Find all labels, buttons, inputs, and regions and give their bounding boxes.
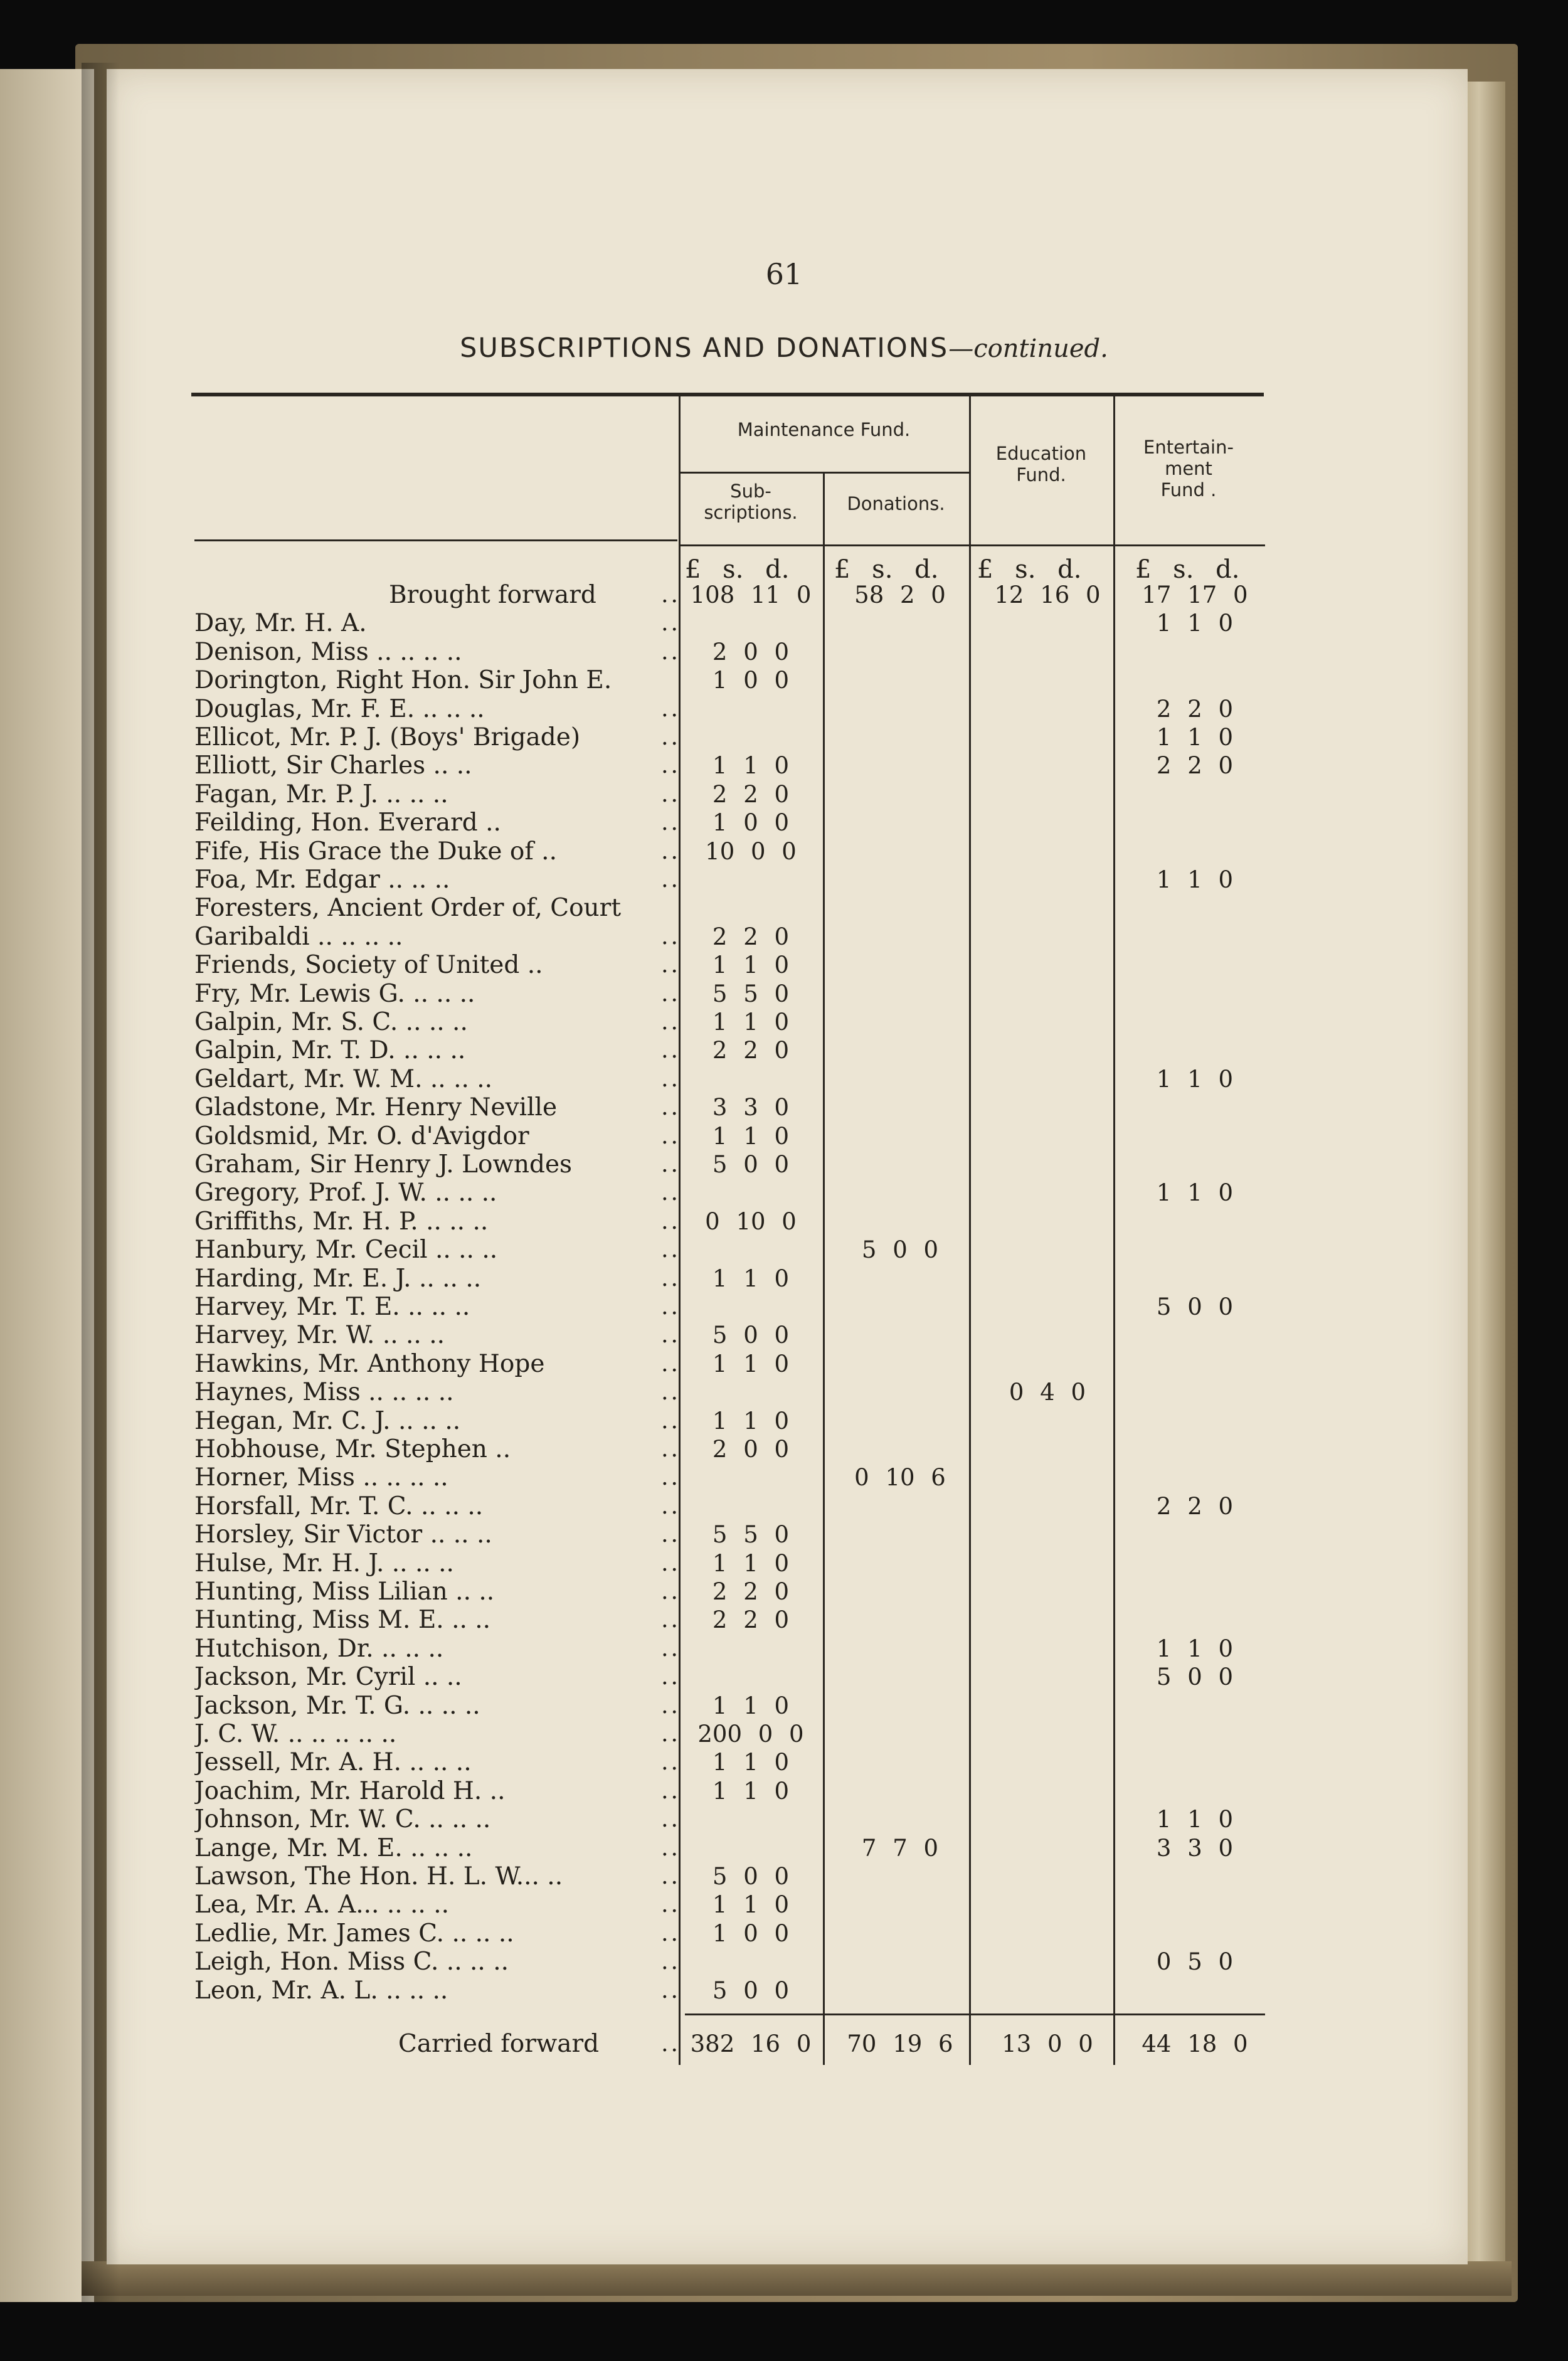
row-name: J. C. W. .. .. .. .. .. <box>194 1720 397 1748</box>
row-dots: .. <box>661 1208 681 1234</box>
row-dots: .. <box>661 1749 681 1776</box>
row-name: Leon, Mr. A. L. .. .. .. <box>194 1976 448 2005</box>
row-dots: .. <box>661 1664 681 1690</box>
row-name: Hawkins, Mr. Anthony Hope <box>194 1349 545 1378</box>
table-row <box>0 951 1568 979</box>
row-subscription-amount: 1 1 0 <box>712 1692 790 1719</box>
row-name: Harding, Mr. E. J. .. .. .. <box>194 1264 482 1293</box>
table-top-rule <box>191 393 1264 396</box>
row-subscription-amount: 1 1 0 <box>712 1350 790 1377</box>
row-dots: .. <box>661 1778 681 1804</box>
row-entertainment-amount: 1 1 0 <box>1156 724 1234 751</box>
table-row <box>0 1265 1568 1293</box>
row-dots: .. <box>661 810 681 836</box>
row-name: Graham, Sir Henry J. Lowndes <box>194 1150 573 1179</box>
table-row <box>0 1293 1568 1321</box>
row-name: Fife, His Grace the Duke of .. <box>194 837 557 866</box>
row-subscription-amount: 3 3 0 <box>712 1094 790 1122</box>
table-row <box>0 1036 1568 1064</box>
entertainment-fund-header: Entertain- ment Fund . <box>1143 437 1234 501</box>
row-entertainment-amount: 1 1 0 <box>1156 1806 1234 1833</box>
row-education-amount: 12 16 0 <box>994 581 1101 608</box>
row-name: Jessell, Mr. A. H. .. .. .. <box>194 1748 472 1777</box>
row-subscription-amount: 1 1 0 <box>712 1891 790 1919</box>
carried-sub: 382 16 0 <box>690 2030 812 2057</box>
row-entertainment-amount: 1 1 0 <box>1156 866 1234 893</box>
row-name: Dorington, Right Hon. Sir John E. <box>194 666 612 695</box>
subscriptions-header: Sub- scriptions. <box>704 480 798 523</box>
row-name: Lange, Mr. M. E. .. .. .. <box>194 1833 473 1862</box>
row-name: Goldsmid, Mr. O. d'Avigdor <box>194 1122 529 1150</box>
donations-header: Donations. <box>847 493 945 514</box>
row-subscription-amount: 1 1 0 <box>712 1777 790 1805</box>
carried-ent: 44 18 0 <box>1142 2030 1248 2057</box>
row-name: Horner, Miss .. .. .. .. <box>194 1463 448 1492</box>
row-entertainment-amount: 1 1 0 <box>1156 610 1234 637</box>
table-row <box>0 1150 1568 1179</box>
heading-continued: —continued. <box>948 334 1108 363</box>
row-name: Jackson, Mr. Cyril .. .. <box>194 1663 462 1692</box>
table-row <box>0 1321 1568 1349</box>
table-row <box>0 1663 1568 1691</box>
row-name: Joachim, Mr. Harold H. .. <box>194 1776 506 1805</box>
table-row <box>0 1350 1568 1378</box>
row-subscription-amount: 2 2 0 <box>712 780 790 808</box>
education-fund-header: Education Fund. <box>995 443 1087 485</box>
row-subscription-amount: 5 0 0 <box>712 1322 790 1349</box>
row-dots: .. <box>661 1579 681 1605</box>
row-name: Garibaldi .. .. .. .. <box>194 922 403 951</box>
row-name: Feilding, Hon. Everard .. <box>194 809 501 837</box>
row-subscription-amount: 10 0 0 <box>705 837 797 865</box>
row-subscription-amount: 200 0 0 <box>697 1721 804 1748</box>
row-subscription-amount: 5 5 0 <box>712 980 790 1007</box>
row-dots: .. <box>661 1465 681 1491</box>
total-rule <box>685 2013 1265 2015</box>
row-entertainment-amount: 2 2 0 <box>1156 752 1234 780</box>
row-dots: .. <box>661 1152 681 1177</box>
row-dots: .. <box>661 1920 681 1946</box>
table-row <box>0 609 1568 637</box>
row-name: Ellicot, Mr. P. J. (Boys' Brigade) <box>194 723 581 751</box>
table-row <box>0 894 1568 922</box>
row-dots: .. <box>661 781 681 807</box>
row-name: Johnson, Mr. W. C. .. .. .. <box>194 1805 491 1834</box>
row-subscription-amount: 2 2 0 <box>712 923 790 950</box>
table-row <box>0 1692 1568 1720</box>
row-subscription-amount: 5 0 0 <box>712 1151 790 1178</box>
table-row <box>0 666 1568 694</box>
row-dots: .. <box>661 1522 681 1548</box>
table-row <box>0 1093 1568 1122</box>
row-subscription-amount: 1 0 0 <box>712 1919 790 1947</box>
row-name: Geldart, Mr. W. M. .. .. .. <box>194 1064 493 1093</box>
row-subscription-amount: 5 0 0 <box>712 1976 790 2004</box>
row-entertainment-amount: 1 1 0 <box>1156 1065 1234 1093</box>
table-row <box>0 1834 1568 1862</box>
row-name: Lea, Mr. A. A... .. .. .. <box>194 1891 449 1919</box>
row-dots: .. <box>661 753 681 779</box>
table-row <box>0 1720 1568 1748</box>
table-row <box>0 1805 1568 1833</box>
row-dots: .. <box>661 1350 681 1377</box>
row-name: Foa, Mr. Edgar .. .. .. <box>194 866 450 894</box>
row-name: Fry, Mr. Lewis G. .. .. .. <box>194 979 475 1008</box>
table-row <box>0 1777 1568 1805</box>
table-row <box>0 866 1568 894</box>
row-name: Harvey, Mr. W. .. .. .. <box>194 1321 445 1350</box>
row-subscription-amount: 2 2 0 <box>712 1606 790 1634</box>
row-dots: .. <box>661 696 681 722</box>
table-row <box>0 1578 1568 1606</box>
row-name: Hulse, Mr. H. J. .. .. .. <box>194 1549 454 1578</box>
row-dots: .. <box>661 1009 681 1035</box>
table-row <box>0 695 1568 723</box>
row-name: Friends, Society of United .. <box>194 951 543 980</box>
row-dots: .. <box>661 610 681 637</box>
row-dots: .. <box>661 923 681 950</box>
row-dots: .. <box>661 980 681 1007</box>
row-name: Galpin, Mr. T. D. .. .. .. <box>194 1036 466 1065</box>
carried-forward-dots: .. <box>661 2031 681 2057</box>
row-dots: .. <box>661 1095 681 1121</box>
row-subscription-amount: 2 2 0 <box>712 1578 790 1605</box>
row-name: Elliott, Sir Charles .. .. <box>194 751 472 780</box>
row-subscription-amount: 1 1 0 <box>712 1265 790 1292</box>
row-dots: .. <box>661 1408 681 1434</box>
row-name: Lawson, The Hon. H. L. W... .. <box>194 1862 563 1891</box>
table-row <box>0 638 1568 666</box>
table-row <box>0 1236 1568 1264</box>
row-dots: .. <box>661 1379 681 1406</box>
table-row <box>0 1179 1568 1207</box>
row-entertainment-amount: 17 17 0 <box>1142 581 1248 608</box>
row-dots: .. <box>661 838 681 864</box>
row-dots: .. <box>661 1550 681 1576</box>
heading-main: SUBSCRIPTIONS AND DONATIONS <box>460 332 949 364</box>
row-name: Fagan, Mr. P. J. .. .. .. <box>194 780 448 809</box>
table-row <box>0 1948 1568 1976</box>
row-entertainment-amount: 5 0 0 <box>1156 1293 1234 1320</box>
row-name: Hanbury, Mr. Cecil .. .. .. <box>194 1236 498 1265</box>
row-subscription-amount: 0 10 0 <box>705 1207 797 1235</box>
row-dots: .. <box>661 952 681 979</box>
row-dots: .. <box>661 1294 681 1320</box>
row-name: Haynes, Miss .. .. .. .. <box>194 1378 454 1407</box>
lsd-header-don: £ s. d. <box>834 555 939 584</box>
table-row <box>0 1378 1568 1406</box>
row-dots: .. <box>661 639 681 665</box>
row-dots: .. <box>661 1123 681 1149</box>
row-name: Griffiths, Mr. H. P. .. .. .. <box>194 1207 489 1236</box>
table-row <box>0 809 1568 837</box>
maint-sub-rule <box>679 472 969 474</box>
table-row <box>0 751 1568 780</box>
row-dots: .. <box>661 1892 681 1918</box>
row-name: Galpin, Mr. S. C. .. .. .. <box>194 1008 468 1036</box>
row-name: Jackson, Mr. T. G. .. .. .. <box>194 1691 480 1720</box>
row-dots: .. <box>661 1807 681 1833</box>
row-subscription-amount: 2 0 0 <box>712 638 790 666</box>
row-subscription-amount: 1 0 0 <box>712 809 790 837</box>
row-education-amount: 0 4 0 <box>1009 1379 1086 1406</box>
row-name: Day, Mr. H. A. <box>194 609 367 638</box>
row-dots: .. <box>661 1977 681 2003</box>
table-row <box>0 1435 1568 1463</box>
row-dots: .. <box>661 1066 681 1092</box>
row-donation-amount: 0 10 6 <box>854 1464 946 1492</box>
row-dots: .. <box>661 1635 681 1662</box>
lsd-header-sub: £ s. d. <box>685 555 790 584</box>
row-name: Hunting, Miss M. E. .. .. <box>194 1606 491 1635</box>
table-row <box>0 1520 1568 1549</box>
row-name: Horsfall, Mr. T. C. .. .. .. <box>194 1492 484 1520</box>
row-entertainment-amount: 2 2 0 <box>1156 695 1234 723</box>
table-row <box>0 1407 1568 1435</box>
table-row <box>0 1862 1568 1891</box>
row-entertainment-amount: 0 5 0 <box>1156 1948 1234 1976</box>
row-dots: .. <box>661 1037 681 1064</box>
row-entertainment-amount: 1 1 0 <box>1156 1179 1234 1207</box>
row-name: Denison, Miss .. .. .. .. <box>194 637 462 666</box>
table-row <box>0 1635 1568 1663</box>
row-subscription-amount: 5 0 0 <box>712 1863 790 1890</box>
row-entertainment-amount: 1 1 0 <box>1156 1635 1234 1662</box>
row-dots: .. <box>661 724 681 750</box>
table-row <box>0 1463 1568 1492</box>
table-row <box>0 1207 1568 1236</box>
row-subscription-amount: 1 1 0 <box>712 1122 790 1150</box>
row-dots: .. <box>661 1864 681 1889</box>
row-subscription-amount: 1 1 0 <box>712 1407 790 1435</box>
page-heading <box>188 332 1380 364</box>
table-row <box>0 1492 1568 1520</box>
table-row <box>0 780 1568 809</box>
row-dots: .. <box>661 1835 681 1861</box>
table-row <box>0 1122 1568 1150</box>
row-donation-amount: 5 0 0 <box>861 1236 939 1264</box>
row-name: Leigh, Hon. Miss C. .. .. .. <box>194 1948 509 1976</box>
row-subscription-amount: 1 1 0 <box>712 1009 790 1036</box>
row-donation-amount: 7 7 0 <box>861 1834 939 1862</box>
carried-forward-label: Carried forward <box>398 2030 600 2058</box>
row-name: Brought forward <box>389 581 596 609</box>
lsd-header-ent: £ s. d. <box>1135 555 1240 584</box>
maintenance-fund-header: Maintenance Fund. <box>737 419 911 440</box>
row-dots: .. <box>661 1180 681 1206</box>
row-dots: .. <box>661 1237 681 1263</box>
row-name: Hobhouse, Mr. Stephen .. <box>194 1435 511 1463</box>
table-row <box>0 923 1568 951</box>
row-subscription-amount: 1 1 0 <box>712 752 790 780</box>
table-row <box>0 1549 1568 1578</box>
row-entertainment-amount: 3 3 0 <box>1156 1834 1234 1862</box>
table-row <box>0 581 1568 609</box>
row-name: Harvey, Mr. T. E. .. .. .. <box>194 1293 470 1321</box>
table-row <box>0 1891 1568 1919</box>
row-subscription-amount: 2 2 0 <box>712 1037 790 1064</box>
row-donation-amount: 58 2 0 <box>854 581 946 608</box>
row-name: Gladstone, Mr. Henry Neville <box>194 1093 558 1122</box>
lsd-header-edu: £ s. d. <box>977 555 1082 584</box>
row-dots: .. <box>661 1493 681 1519</box>
book-bottom-edge <box>82 2261 1512 2296</box>
row-dots: .. <box>661 1607 681 1633</box>
name-col-rule <box>194 539 677 541</box>
row-dots: .. <box>661 1721 681 1747</box>
row-subscription-amount: 1 0 0 <box>712 667 790 694</box>
page-number: 61 <box>765 257 803 291</box>
table-row <box>0 1976 1568 2005</box>
row-dots: .. <box>661 1436 681 1462</box>
row-name: Hegan, Mr. C. J. .. .. .. <box>194 1406 461 1435</box>
table-row <box>0 1748 1568 1776</box>
row-subscription-amount: 1 1 0 <box>712 1549 790 1577</box>
row-name: Ledlie, Mr. James C. .. .. .. <box>194 1919 514 1948</box>
row-dots: .. <box>661 1949 681 1975</box>
row-dots: .. <box>661 867 681 893</box>
row-name: Foresters, Ancient Order of, Court <box>194 894 621 923</box>
header-bottom-rule <box>679 544 1265 546</box>
row-dots: .. <box>661 1692 681 1719</box>
table-row <box>0 1008 1568 1036</box>
table-row <box>0 1065 1568 1093</box>
row-name: Douglas, Mr. F. E. .. .. .. <box>194 694 485 723</box>
row-dots: .. <box>661 1265 681 1292</box>
table-row <box>0 1919 1568 1948</box>
table-row <box>0 980 1568 1008</box>
row-name: Hutchison, Dr. .. .. .. <box>194 1634 444 1663</box>
table-row <box>0 1606 1568 1634</box>
row-name: Gregory, Prof. J. W. .. .. .. <box>194 1179 497 1207</box>
row-subscription-amount: 5 5 0 <box>712 1521 790 1549</box>
row-subscription-amount: 108 11 0 <box>690 581 812 608</box>
row-name: Horsley, Sir Victor .. .. .. <box>194 1520 492 1549</box>
table-row <box>0 723 1568 751</box>
row-entertainment-amount: 2 2 0 <box>1156 1492 1234 1520</box>
row-entertainment-amount: 5 0 0 <box>1156 1663 1234 1691</box>
carried-don: 70 19 6 <box>847 2030 953 2057</box>
table-row <box>0 837 1568 866</box>
row-dots: .. <box>661 582 681 608</box>
row-subscription-amount: 2 0 0 <box>712 1436 790 1463</box>
row-name: Hunting, Miss Lilian .. .. <box>194 1578 495 1606</box>
row-dots: .. <box>661 1322 681 1349</box>
row-subscription-amount: 1 1 0 <box>712 952 790 979</box>
row-subscription-amount: 1 1 0 <box>712 1749 790 1776</box>
carried-edu: 13 0 0 <box>1002 2030 1093 2057</box>
